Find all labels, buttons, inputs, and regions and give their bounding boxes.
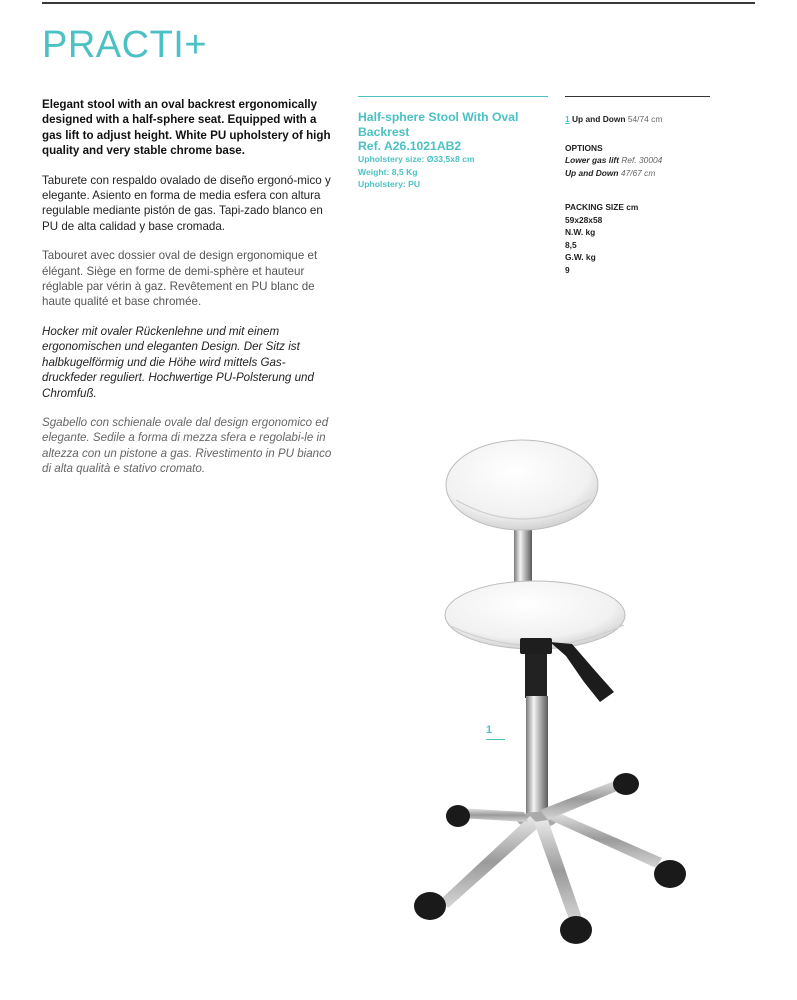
description-es: Taburete con respaldo ovalado de diseño ergonó-mico y elegante. Asiento en forma de media esfera con altura regulable mediante pistón de gas. Tapi-zado blanco en PU de alta calidad y base cromada. [42,173,331,233]
weight: Weight: 8,5 Kg [358,166,418,177]
nw-label: N.W. kg [565,227,596,237]
feature-row [565,113,710,126]
nw-value: 8,5 [565,239,577,250]
feature-number: 1 [565,114,570,124]
packing-size: 59x28x58 [565,214,603,225]
feature-value: 54/74 cm [627,114,663,124]
product-info-column [358,96,548,191]
product-info-rule [358,96,548,97]
product-ref: Ref. A26.1021AB2 [358,139,462,153]
product-name: Half-sphere Stool With Oval Backrest [358,110,519,139]
feature-label: Up and Down [572,114,626,124]
base-leg-back-right [540,778,624,820]
description-fr: Tabouret avec dossier oval de design ergonomique et élégant. Siège en forme de demi-sphère et hauteur réglable par vérin à gaz. Revêtement en PU blanc de haute qualité et base chromée. [42,249,318,309]
gw-label: G.W. kg [565,252,596,262]
base-leg-front [534,820,582,922]
description-column [42,97,334,491]
option-2-label: Up and Down [565,167,619,178]
option-2-value: 47/67 cm [620,167,656,178]
brand-title: PRACTI+ [42,24,208,66]
gas-cylinder-top [525,654,547,698]
description-de: Hocker mit ovaler Rückenlehne und mit einem ergonomischen und eleganten Design. Der Sitz ist halbkugelförmig und die Höhe wird mittels Gas-druckfeder reguliert. Hochwertige PU-Polsterung und Chromfuß. [42,324,314,400]
option-row-1 [565,154,710,167]
options-heading: OPTIONS [565,142,603,153]
gw-value: 9 [565,264,570,275]
option-1-value: Ref. 30004 [621,155,663,165]
description-it: Sgabello con schienale ovale dal design ergonomico ed elegante. Sedile a forma di mezza sfera e regolabi-le in altezza con un pistone a gas. Rivestimento in PU bianco di alta qualità e stativo cromato. [42,415,332,476]
stool-image [400,430,720,960]
upholstery-size: Upholstery size: Ø33,5x8 cm [358,154,475,164]
seat-mechanism [520,638,552,654]
base-leg-right [546,810,662,868]
backrest-cushion [446,440,598,530]
chrome-column [526,696,548,814]
option-row-2 [565,167,710,180]
description-en: Elegant stool with an oval backrest ergonomically designed with a half-sphere seat. Equipped with a gas lift to adjust height. White PU upholstery of high quality and very stable chrome base. [42,98,331,158]
base-leg-back-left [460,808,528,822]
upholstery: Upholstery: PU [358,179,421,189]
top-rule [42,2,755,4]
specs-column [565,96,710,276]
option-1-label: Lower gas lift [565,155,619,165]
callout-number: 1 [486,724,493,736]
base-leg-front-left [440,816,540,908]
packing-heading: PACKING SIZE cm [565,202,639,212]
gas-lever-icon [550,642,614,702]
